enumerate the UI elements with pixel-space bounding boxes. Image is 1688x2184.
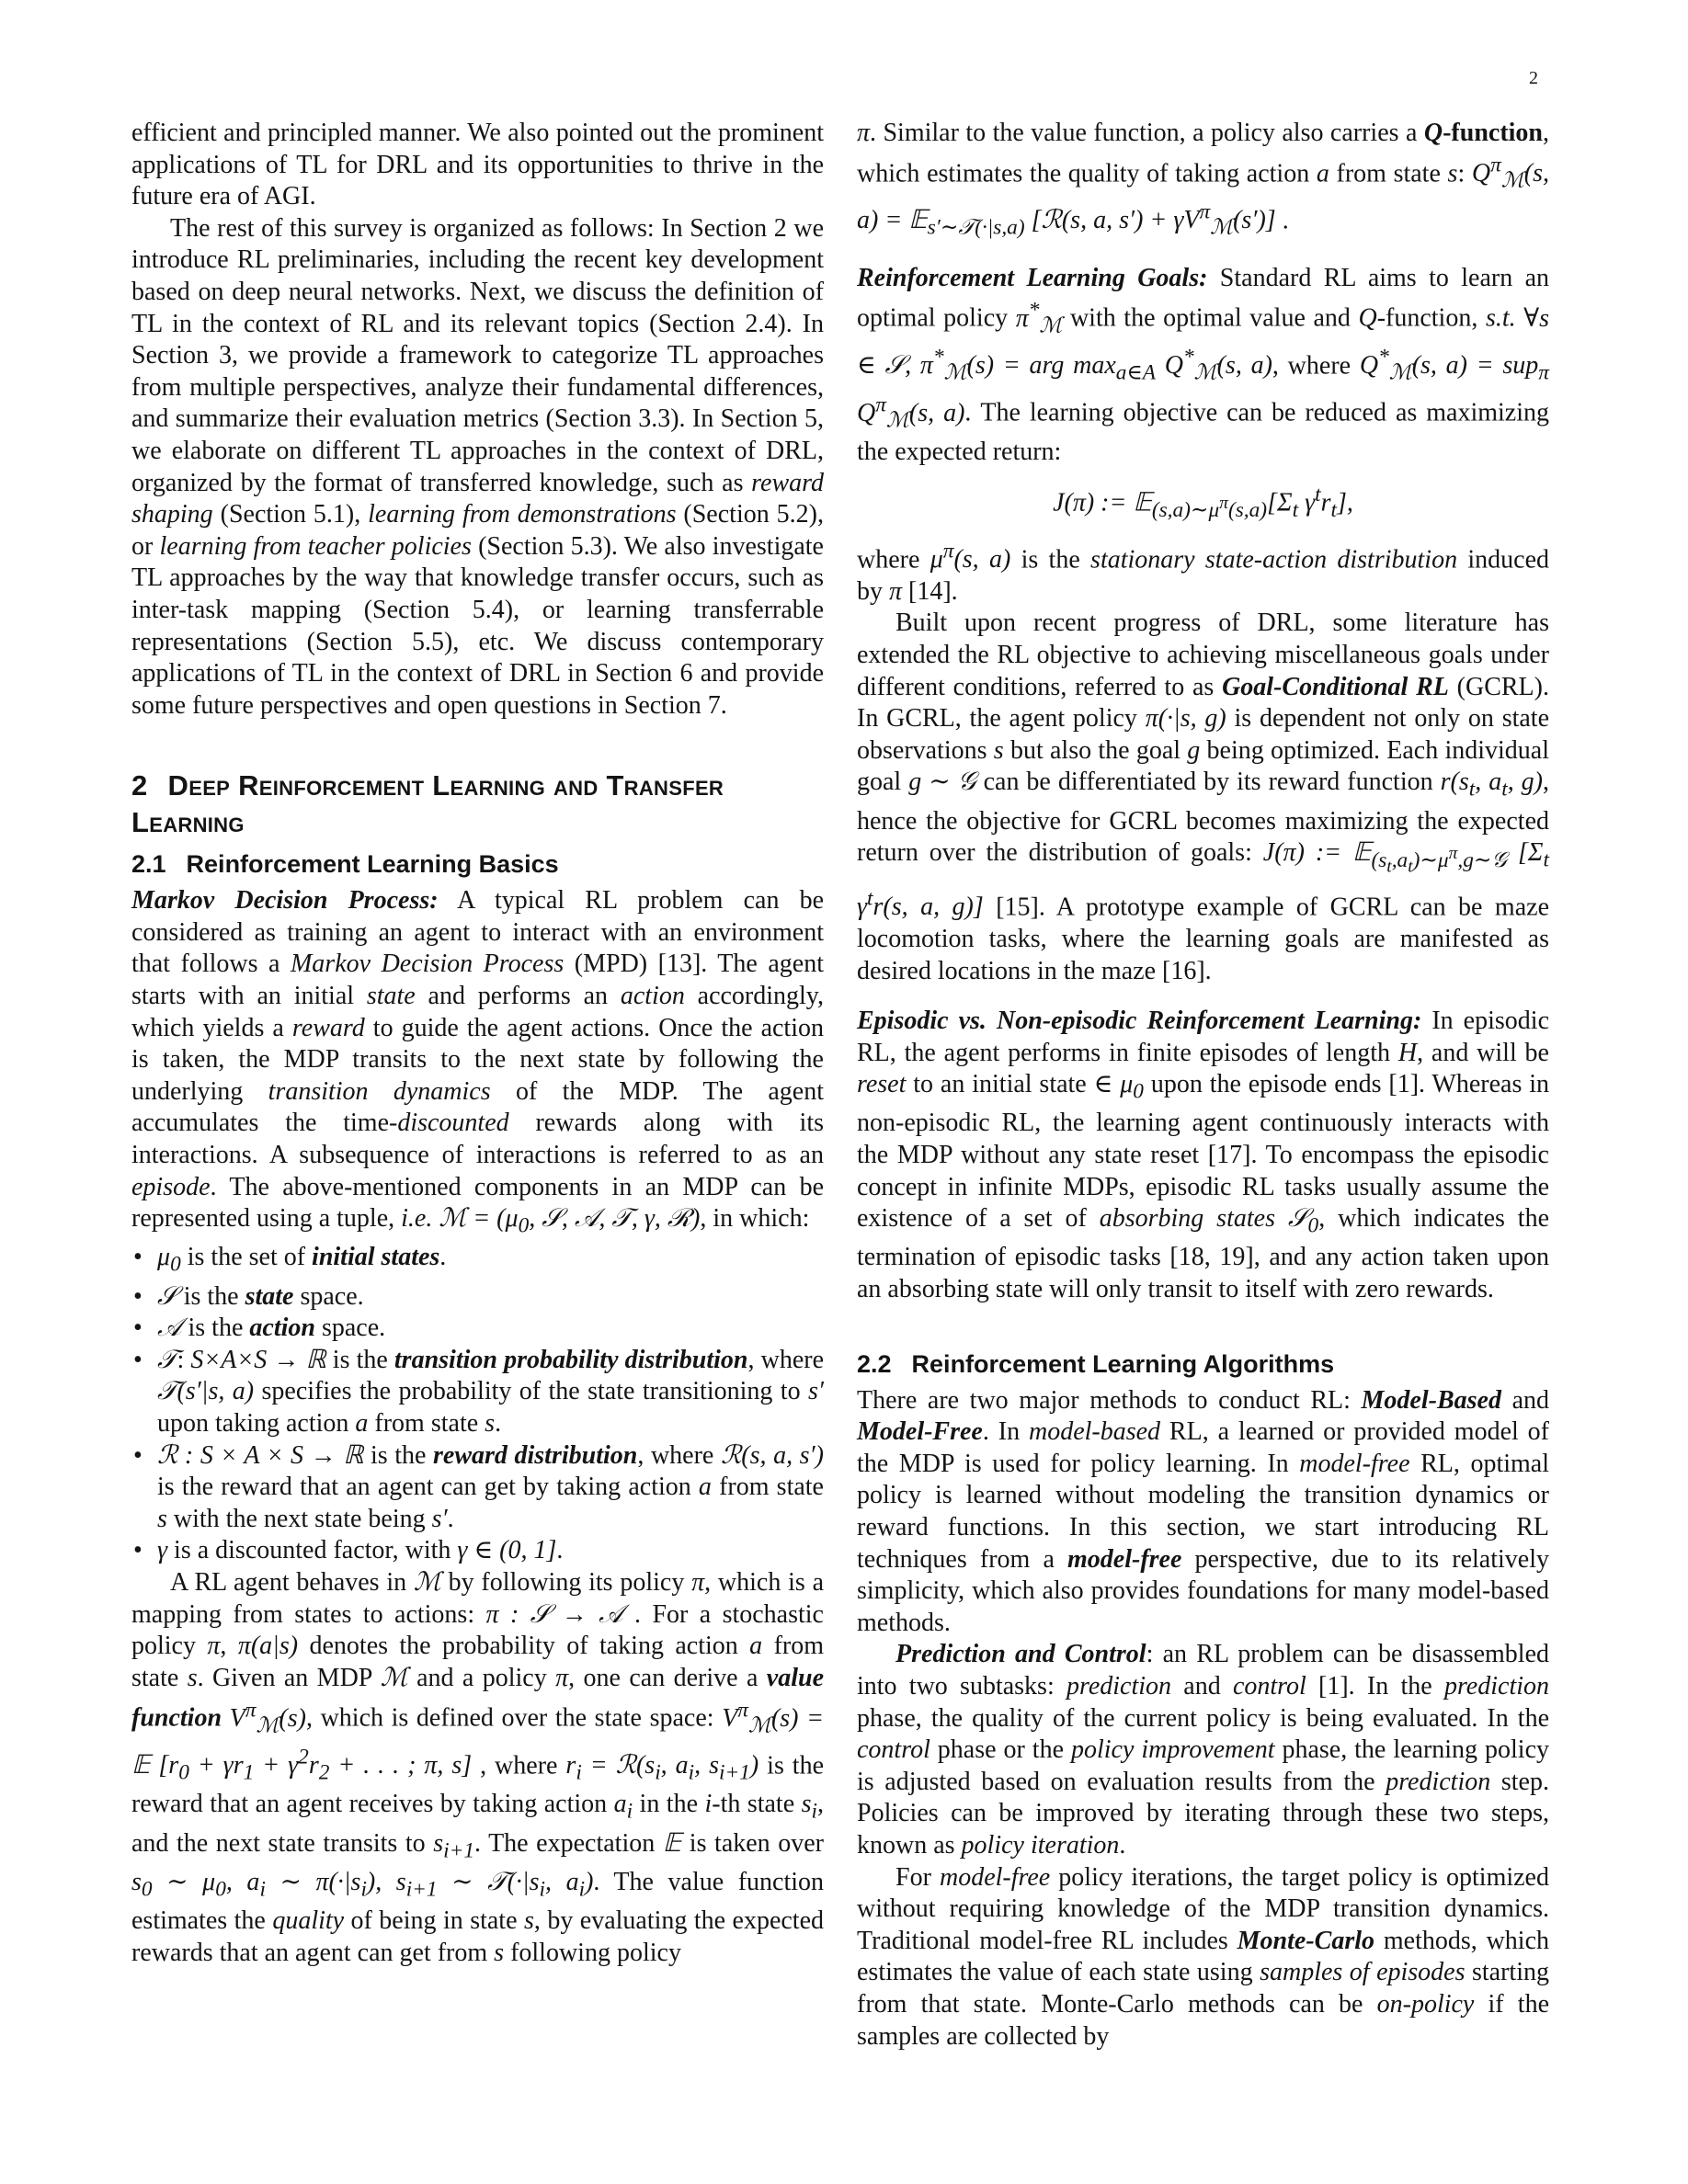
subsection-number: 2.1 <box>131 850 166 879</box>
algorithms-paragraph: There are two major methods to conduct RL: Model-Based and Model-Free. In model-based RL, a learned or provided model of the MDP is used for policy learning. In model-free RL, optimal policy is learned without modeling the transition dynamics or reward functions. In this section, we start introducing RL techniques from a model-free perspective, due to its relatively simplicity, which also provides foundations for many model-based methods. <box>857 1385 1550 1637</box>
list-item: • γ is a discounted factor, with γ ∈ (0, 1]. <box>157 1535 824 1567</box>
subsection-heading <box>857 1348 1549 1380</box>
list-item: • 𝒯: S×A×S → ℝ is the transition probability distribution, where 𝒯(s′|s, a) specifies the probability of the state transitioning to s′ upon taking action a from state s. <box>157 1345 824 1440</box>
mdp-paragraph: Markov Decision Process: A typical RL problem can be considered as training an agent to interact with an environment that follows a Markov Decision Process (MPD) [13]. The agent starts with an initial state and performs an action accordingly, which yields a reward to guide the agent actions. Once the action is taken, the MDP transits to the next state by following the underlying transition dynamics of the MDP. The agent accumulates the time-discounted rewards along with its interactions. A subsequence of interactions is referred to as an episode. The above-mentioned components in an MDP can be represented using a tuple, i.e. ℳ = ($\mu_0$, 𝒮, 𝒜, 𝒯, γ, ℛ), in which: <box>131 886 825 1238</box>
policy-paragraph: A RL agent behaves in ℳ by following its policy π, which is a mapping from states to actions: π : 𝒮 → 𝒜 . For a stochastic policy π, π(a|s) denotes the probability of taking action a from state s. Given an MDP ℳ and a policy π, one can derive a value function $V^\pi_ℳ(s)$, which is defined over the state space: $V^\pi_ℳ(s)$ = 𝔼 [$r_0 + \gamma r_1 + \gamma^2r_2$ + . . . ; π, s] , where $r_i$ = $ℛ(s_i$, $a_i$, $s_{i+1}$) is the reward that an agent receives by taking action $a_i$ in the i-th state $s_i$, and the next state transits to $s_{i+1}$. The expectation 𝔼 is taken over $s_0$ ∼ $\mu_0$, $a_i$ ∼ $\pi(\cdot|s_i)$, $s_{i+1}$ ∼ $𝒯(\cdot|s_i$, $a_i$). The value function estimates the quality of being in state s, by evaluating the expected rewards that an agent can get from s following policy <box>131 1567 825 1967</box>
episodic-paragraph: Episodic vs. Non-episodic Reinforcement Learning: In episodic RL, the agent performs in finite episodes of length H, and will be reset to an initial state ∈ $\mu_0$ upon the episode ends [1]. Whereas in non-episodic RL, the learning agent continuously interacts with the MDP without any state reset [17]. To encompass the episodic concept in infinite MDPs, episodic RL tasks usually assume the existence of a set of absorbing states 𝒮$_0$, which indicates the termination of episodic tasks [18, 19], and any action taken upon an absorbing state will only transit to itself with zero rewards. <box>857 1007 1550 1304</box>
subsection-heading <box>131 848 824 880</box>
prediction-control-paragraph: Prediction and Control: an RL problem can be disassembled into two subtasks: prediction and control [1]. In the prediction phase, the quality of the current policy is being evaluated. In the control phase or the policy improvement phase, the learning policy is adjusted based on evaluation results from the prediction step. Policies can be improved by iterating through these two steps, known as policy iteration. <box>857 1640 1550 1860</box>
stationary-distribution-paragraph: where $\mu^\pi(s$, a) is the stationary state-action distribution induced by π [14]. <box>857 539 1550 606</box>
intro-paragraph: efficient and principled manner. We also pointed out the prominent applications of TL for DRL and its opportunities to thrive in the future era of AGI. <box>131 119 824 211</box>
right-column <box>857 118 1549 2053</box>
q-function-paragraph: π. Similar to the value function, a policy also carries a Q-function, which estimates the quality of taking action a from state s: $Q^\pi_ℳ(s$, a) = 𝔼$_{s'\sim 𝒯(\cdot|s,a)}$ [ℛ(s, a, $s') + \gamma V^\pi_ℳ(s')$] . <box>857 119 1549 241</box>
gcrl-paragraph: Built upon recent progress of DRL, some literature has extended the RL objective to achieving miscellaneous goals under different conditions, referred to as Goal-Conditional RL (GCRL). In GCRL, the agent policy π(·|s, g) is dependent not only on state observations s but also the goal g being optimized. Each individual goal g ∼ 𝒢 can be differentiated by its reward function $r(s_t$, $a_t$, g), hence the objective for GCRL becomes maximizing the expected return over the distribution of goals: J(π) := 𝔼$_{(s_t,a_t)\sim\mu^\pi,g\sim 𝒢}$ [$\Sigma_t$ $\gamma^tr(s$, a, g)] [15]. A prototype example of GCRL can be maze locomotion tasks, where the learning goals are manifested as desired locations in the maze [16]. <box>857 609 1550 985</box>
subsection-title: Reinforcement Learning Algorithms <box>911 1349 1335 1378</box>
section-heading <box>131 768 824 841</box>
rl-goals-heading: Reinforcement Learning Goals: <box>857 263 1208 292</box>
rl-goals-paragraph: Reinforcement Learning Goals: Standard RL aims to learn an optimal policy $\pi^*_ℳ$ with the optimal value and Q-function, s.t. ∀s ∈ 𝒮, $\pi^*_ℳ(s)$ = arg $\max_{a\in A} Q^*_ℳ(s$, a), where $Q^*_ℳ(s$, a) = sup$_\pi$ $Q^\pi_ℳ(s$, a). The learning objective can be reduced as maximizing the expected return: <box>857 263 1550 466</box>
list-item: • ℛ : S × A × S → ℝ is the reward distribution, where ℛ(s, a, s′) is the reward that an agent can get by taking action a from state s with the next state being s′. <box>157 1440 824 1536</box>
expected-return-equation: J(π) := $𝔼_{(s,a)\sim\mu^\pi(s,a)}[\Sigma_t$ $\gamma^tr_t$], <box>1053 483 1353 523</box>
left-column <box>131 118 824 1969</box>
organization-paragraph: The rest of this survey is organized as follows: In Section 2 we introduce RL preliminaries, including the recent key development based on deep neural networks. Next, we discuss the definition of TL in the context of RL and its relevant topics (Section 2.4). In Section 3, we provide a framework to categorize TL approaches from multiple perspectives, analyze their fundamental differences, and summarize their evaluation metrics (Section 3.3). In Section 5, we elaborate on different TL approaches in the context of DRL, organized by the format of transferred knowledge, such as reward shaping (Section 5.1), learning from demonstrations (Section 5.2), or learning from teacher policies (Section 5.3). We also investigate TL approaches by the way that knowledge transfer occurs, such as inter-task mapping (Section 5.4), or learning transferrable representations (Section 5.5), etc. We discuss contemporary applications of TL in the context of DRL in Section 6 and provide some future perspectives and open questions in Section 7. <box>131 213 824 720</box>
mdp-heading: Markov Decision Process: <box>131 886 439 916</box>
list-item: • 𝒜 is the action space. <box>157 1313 824 1345</box>
subsection-number: 2.2 <box>857 1349 892 1378</box>
mdp-components-list <box>131 1242 824 1567</box>
page-number: 2 <box>1529 68 1538 88</box>
list-item: • $\mu_0$ is the set of initial states. <box>157 1242 824 1280</box>
episodic-heading: Episodic vs. Non-episodic Reinforcement Learning: <box>857 1007 1422 1036</box>
prediction-control-heading: Prediction and Control <box>895 1640 1146 1669</box>
list-item: • 𝒮 is the state space. <box>157 1281 824 1314</box>
section-number: 2 <box>131 769 148 802</box>
section-title: Deep Reinforcement Learning and Transfer Learning <box>131 769 724 839</box>
subsection-title: Reinforcement Learning Basics <box>186 850 559 879</box>
model-free-paragraph: For model-free policy iterations, the target policy is optimized without requiring knowledge of the MDP transition dynamics. Traditional model-free RL includes Monte-Carlo methods, which estimates the value of each state using samples of episodes starting from that state. Monte-Carlo methods can be on-policy if the samples are collected by <box>857 1862 1550 2051</box>
